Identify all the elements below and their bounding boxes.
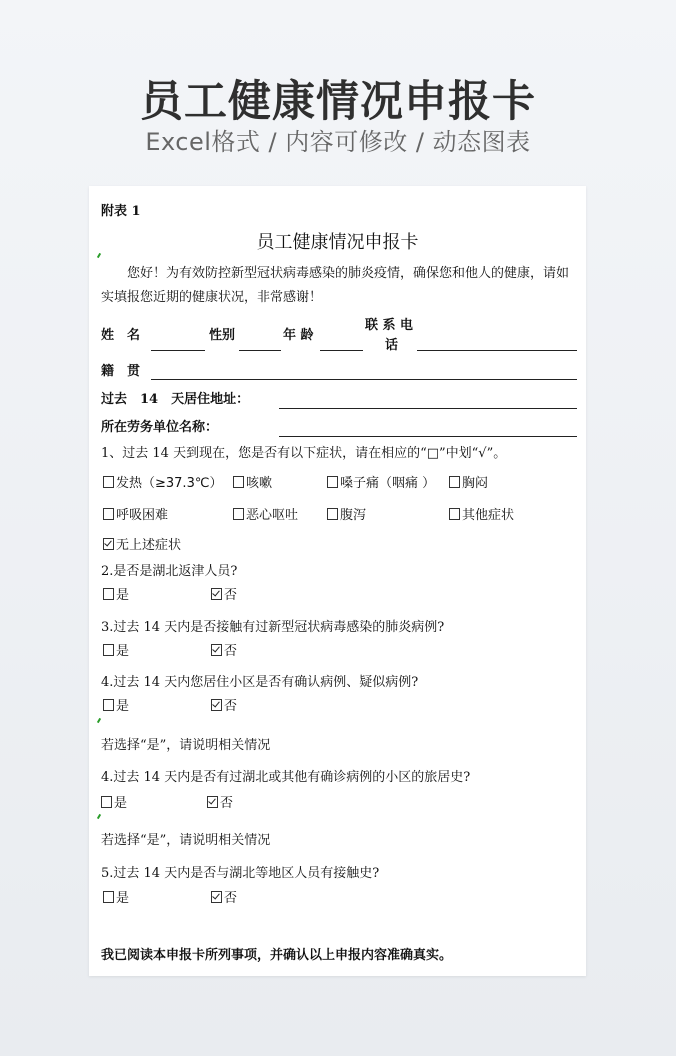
hero-subtitle: Excel格式 / 内容可修改 / 动态图表 <box>145 128 531 156</box>
question-3: 3.过去 14 天内是否接触有过新型冠状病毒感染的肺炎病例? <box>101 620 445 635</box>
hero-title: 员工健康情况申报卡 <box>140 77 536 127</box>
checkbox-icon[interactable] <box>449 476 460 488</box>
checkbox-icon[interactable] <box>103 699 114 711</box>
cell-marker-icon <box>97 718 101 723</box>
symptom-option[interactable]: 嗓子痛（咽痛 ） <box>327 472 435 491</box>
answer-yes[interactable]: 是 <box>103 695 129 714</box>
answer-yes[interactable]: 是 <box>103 887 129 906</box>
declaration: 我已阅读本申报卡所列事项，并确认以上申报内容准确真实。 <box>101 948 453 963</box>
checkbox-icon[interactable] <box>101 796 112 808</box>
checked-checkbox-icon[interactable] <box>211 891 222 903</box>
question-6: 5.过去 14 天内是否与湖北等地区人员有接触史? <box>101 866 380 881</box>
employer-label: 所在劳务单位名称： <box>101 420 219 435</box>
checkbox-icon[interactable] <box>233 476 244 488</box>
checkbox-icon[interactable] <box>233 508 244 520</box>
answer-no[interactable]: 否 <box>207 792 233 811</box>
answer-no[interactable]: 否 <box>211 695 237 714</box>
checked-checkbox-icon[interactable] <box>211 644 222 656</box>
phone-label-line2: 话 <box>385 338 399 353</box>
symptom-option[interactable]: 咳嗽 <box>233 472 272 491</box>
followup-note: 若选择“是”，请说明相关情况 <box>101 738 271 753</box>
employer-field[interactable] <box>279 436 577 437</box>
symptom-option[interactable]: 呼吸困难 <box>103 504 168 523</box>
checked-checkbox-icon[interactable] <box>211 588 222 600</box>
symptom-option[interactable]: 腹泻 <box>327 504 366 523</box>
cell-marker-icon <box>97 814 101 819</box>
followup-note: 若选择“是”，请说明相关情况 <box>101 833 271 848</box>
appendix-label: 附表 1 <box>101 204 141 219</box>
residence-field[interactable] <box>279 408 577 409</box>
answer-yes[interactable]: 是 <box>103 584 129 603</box>
answer-no[interactable]: 否 <box>211 887 237 906</box>
residence-label: 过去 14 天居住地址： <box>101 392 250 407</box>
gender-label: 性别 <box>209 328 236 343</box>
question-1: 1、过去 14 天到现在，您是否有以下症状，请在相应的“□”中划“√”。 <box>101 446 507 461</box>
cell-marker-icon <box>97 253 101 258</box>
question-5: 4.过去 14 天内是否有过湖北或其他有确诊病例的小区的旅居史? <box>101 770 471 785</box>
symptom-option[interactable]: 胸闷 <box>449 472 488 491</box>
age-label: 年 龄 <box>283 328 314 343</box>
gender-field[interactable] <box>239 350 281 351</box>
checkbox-icon[interactable] <box>327 508 338 520</box>
hometown-field[interactable] <box>151 379 577 380</box>
answer-yes[interactable]: 是 <box>103 640 129 659</box>
name-field[interactable] <box>151 350 205 351</box>
checked-checkbox-icon[interactable] <box>103 538 114 550</box>
phone-field[interactable] <box>417 350 577 351</box>
answer-no[interactable]: 否 <box>211 640 237 659</box>
form-sheet <box>89 186 586 976</box>
checked-checkbox-icon[interactable] <box>211 699 222 711</box>
symptom-option-none[interactable]: 无上述症状 <box>103 534 181 553</box>
checkbox-icon[interactable] <box>103 891 114 903</box>
hometown-label: 籍 贯 <box>101 364 141 379</box>
age-field[interactable] <box>320 350 363 351</box>
intro-text: 您好！为有效防控新型冠状病毒感染的肺炎疫情，确保您和他人的健康，请如实填报您近期的健康状况，非常感谢！ <box>101 266 570 305</box>
symptom-option[interactable]: 其他症状 <box>449 504 514 523</box>
checkbox-icon[interactable] <box>103 508 114 520</box>
checkbox-icon[interactable] <box>103 588 114 600</box>
name-label: 姓 名 <box>101 328 141 343</box>
form-title: 员工健康情况申报卡 <box>256 232 419 253</box>
answer-no[interactable]: 否 <box>211 584 237 603</box>
checkbox-icon[interactable] <box>449 508 460 520</box>
symptom-option[interactable]: 发热（≥37.3℃） <box>103 472 222 491</box>
checkbox-icon[interactable] <box>103 644 114 656</box>
checked-checkbox-icon[interactable] <box>207 796 218 808</box>
answer-yes[interactable]: 是 <box>101 792 127 811</box>
symptom-option[interactable]: 恶心呕吐 <box>233 504 298 523</box>
checkbox-icon[interactable] <box>327 476 338 488</box>
checkbox-icon[interactable] <box>103 476 114 488</box>
question-2: 2.是否是湖北返津人员? <box>101 564 238 579</box>
phone-label-line1: 联 系 电 <box>365 318 414 333</box>
question-4: 4.过去 14 天内您居住小区是否有确认病例、疑似病例? <box>101 675 419 690</box>
